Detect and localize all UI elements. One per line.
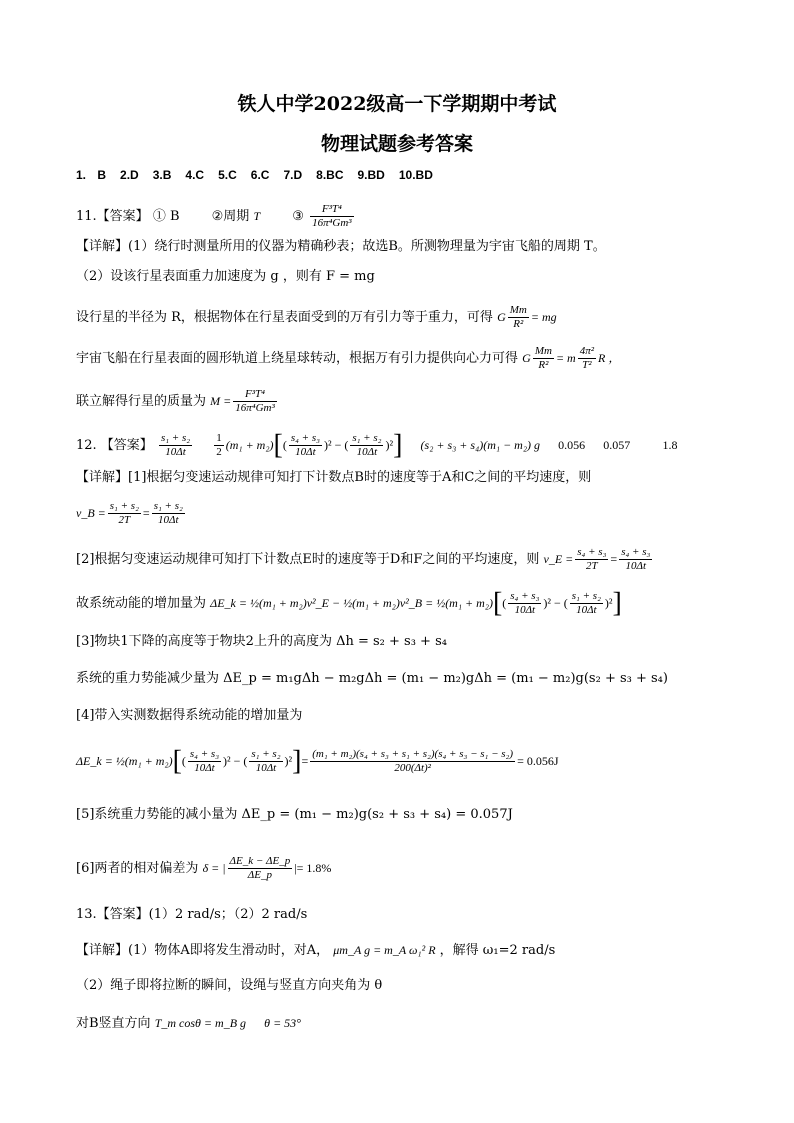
numerator: s₄ + s₃ [189,748,220,760]
q12-detail-2: v_B = $\frac{\text{s₁ + s₂}}{2T}$ = $\frac{\text{s₁ + s₂}}{10\Delta t}$ [76,500,183,526]
q12-detail-3-lhs: v_E = [543,552,574,566]
q12-detail-4-text: 故系统动能的增加量为 [76,596,207,611]
q12-detail-2-lhs: v_B = [76,506,106,520]
numerator: s₁ + s₂ [160,432,191,444]
q12-detail-10-lhs: δ = | [202,861,226,875]
q12-detail-6: 系统的重力势能减少量为 ΔE_p = m₁gΔh − m₂gΔh = (m₁ − m₂)gΔh = (m₁ − m₂)g(s₂ + s₃ + s₄) [76,671,668,686]
numerator: s₁ + s₂ [571,590,601,602]
q11-detail-5-fraction [233,388,277,415]
q12-answer-5: 0.057 [603,438,631,452]
q12-detail-1: 【详解】[1]根据匀变速运动规律可知打下计数点B时的速度等于A和C之间的平均速度，则 [76,470,592,485]
q12-detail-10-rhs: |= 1.8% [294,861,332,875]
denominator: R² [538,359,549,371]
q12-answer-2-prefix: (m₁ + m₂) [225,438,274,452]
page-subtitle: 物理试题参考答案 [320,133,473,155]
numerator: 4π² [579,345,595,357]
q11-detail-4-text: 宇宙飞船在行星表面的圆形轨道上绕星球转动，根据万有引力提供向心力可得 [76,351,519,366]
choice-answer: 2.D [120,168,139,182]
q12-detail-7: [4]带入实测数据得系统动能的增加量为 [76,708,303,723]
q12-detail-8-rhs: = 0.056J [517,754,559,768]
q12-detail-4-fraction-1 [508,590,541,617]
q13-detail-3-text: 对B竖直方向 [76,1016,151,1031]
q11-detail-3-rhs: = mg [530,310,557,324]
q11-detail-5-lhs: M = [210,394,232,408]
q13-detail-3-tail: θ = 53° [264,1016,301,1030]
q12-detail-4: 故系统动能的增加量为 ΔE_k = ½(m₁ + m₂)v²_E − ½(m₁ + m₂)v²_B = ½(m₁ + m₂)[( $\frac{\text{s₄ + s₃}}{10\Delta t}$ )² − ( $\frac{\text{s₁ + s₂}}{10\Delta t}$ )²] [76,587,622,619]
numerator: ΔE_k − ΔE_p [229,855,291,867]
numerator: F³T⁴ [310,203,354,217]
q12-detail-2-fraction-1 [108,500,141,527]
q11-answer-line [76,203,356,230]
q11-detail-5-text: 联立解得行星的质量为 [76,394,207,409]
q12-answer-6: 1.8 [662,438,678,452]
q11-detail-4-fraction-1 [533,345,554,372]
q12-detail-3: [2]根据匀变速运动规律可知打下计数点E时的速度等于D和F之间的平均速度，则 v_E = $\frac{\text{s₄ + s₃}}{2T}$ = $\frac{\text{s₄ + s₃}}{10\Delta t}$ [76,546,651,572]
q13-answer-line: 13.【答案】(1）2 rad/s；（2）2 rad/s [76,907,308,922]
q12-answer-1-fraction [159,432,192,459]
q12-detail-8-lhs: ΔE_k = ½(m₁ + m₂) [76,754,173,768]
choice-answer: 8.BC [316,168,344,182]
q12-detail-8-fraction-1 [188,748,221,775]
choice-answer: 7.D [283,168,303,182]
q12-detail-8: ΔE_k = ½(m₁ + m₂)[( $\frac{\text{s₄ + s₃}}{10\Delta t}$ )² − ( $\frac{\text{s₁ + s₂}}{10\Delta t}$ )²]= $\frac{\text{(m₁ + m₂)(s₄ + s₃ + s₁ + s₂)(s₄ + s₃ − s₁ − s₂)}}{\text{200(Δt)²}}$ = 0.056J [76,745,559,777]
denominator: 200(Δt)² [394,762,431,774]
denominator: 10Δt [158,514,179,526]
choice-answer: 5.C [218,168,237,182]
denominator: 10Δt [295,446,316,458]
q12-detail-10 [76,855,331,882]
q12-detail-4-fraction-2 [570,590,603,617]
denominator: T² [582,359,592,371]
numerator: Mm [509,304,527,316]
q11-detail-2: （2）设该行星表面重力加速度为 g ，则有 F = mg [76,269,375,284]
q11-detail-5 [76,388,279,415]
denominator: 10Δt [356,446,378,458]
q12-answer-2-fraction-2 [350,432,383,459]
page-title: 铁人中学2022级高一下学期期中考试 [237,93,557,115]
numerator: s₁ + s₂ [153,500,183,512]
q11-detail-4-tail: R ， [598,351,621,365]
denominator: 2T [586,560,598,572]
q13-detail-1-text: 【详解】(1）物体A即将发生滑动时，对A， [76,943,330,958]
numerator: s₄ + s₃ [621,546,651,558]
choice-answer: 9.BD [357,168,385,182]
denominator: ΔE_p [247,869,272,881]
denominator: 16π⁴Gm³ [312,217,352,229]
q13-detail-3 [76,1014,301,1033]
numerator: F³T⁴ [233,388,277,402]
q12-detail-3-fraction-2 [619,546,652,573]
numerator: s₄ + s₃ [577,546,607,558]
q11-detail-1: 【详解】(1）绕行时测量所用的仪器为精确秒表；故选B。所测物理量为宇宙飞船的周期 T。 [76,239,606,254]
numerator: s₄ + s₃ [290,432,320,444]
q12-answer-3: (s₂ + s₃ + s₄)(m₁ − m₂) g [420,438,541,452]
q12-detail-5: [3]物块1下降的高度等于物块2上升的高度为 Δh = s₂ + s₃ + s₄ [76,634,447,649]
q11-detail-4: 宇宙飞船在行星表面的圆形轨道上绕星球转动，根据万有引力提供向心力可得 G $\frac{Mm}{\text{R²}}$ = m $\frac{\text{4π²}}{\text{T²}}$ R ， [76,345,621,371]
q12-head: 12. 【答案】 [76,438,153,453]
q12-detail-10-fraction [228,855,293,882]
denominator: 10Δt [576,604,597,616]
q11-detail-3-fraction [508,304,529,331]
q12-answer-line: 12. 【答案】 $\frac{\text{s₁ + s₂}}{10\Delta t}$ $\frac{1}{2}$ (m₁ + m₂)[( $\frac{\text{s₄ + s₃}}{10\Delta t}$ )² − ( $\frac{\text{s₁ + s₂}}{10\Delta t}$ )²] (s₂ + s₃ + s₄)(m₁ − m₂) g 0.056 0.057 1.8 [76,429,678,461]
q11-detail-3-text: 设行星的半径为 R，根据物体在行星表面受到的万有引力等于重力，可得 [76,310,493,325]
choice-answer: B [97,168,107,182]
choice-label: 1. [76,168,87,182]
choice-answer: 10.BD [398,168,433,182]
denominator: 10Δt [514,604,536,616]
q12-answer-2-fraction-1 [289,432,322,459]
denominator: 10Δt [255,762,277,774]
q13-detail-3-eq: T_m cosθ = m_B g [154,1016,247,1030]
q12-detail-9: [5]系统重力势能的减小量为 ΔE_p = (m₁ − m₂)g(s₂ + s₃ + s₄) = 0.057J [76,807,513,822]
q11-detail-4-fraction-2 [578,345,596,372]
q11-answer-1: ① B [152,209,180,224]
choice-answers-row [76,166,433,184]
q12-detail-2-fraction-2 [152,500,185,527]
choice-answer: 3.B [152,168,172,182]
denominator: 2T [118,514,131,526]
q13-detail-1-tail: ，解得 ω₁=2 rad/s [439,943,556,958]
numerator: (m₁ + m₂)(s₄ + s₃ + s₁ + s₂)(s₄ + s₃ − s₁ − s₂) [312,748,514,760]
q12-detail-8-fraction-2 [249,748,282,775]
choice-answer: 6.C [250,168,270,182]
half-fraction: $\frac{1}{2}$ [216,432,222,458]
numerator: s₄ + s₃ [510,590,540,602]
q12-detail-8-fraction-3 [310,748,515,775]
q13-detail-1-eq: μm_A g = m_A ω₁² R [333,943,436,957]
denominator: 10Δt [165,446,186,458]
q11-detail-3: 设行星的半径为 R，根据物体在行星表面受到的万有引力等于重力，可得 G $\frac{Mm}{\text{R²}}$ = mg [76,304,557,330]
q11-answer-3: ③ [292,209,304,224]
denominator: R² [513,318,524,330]
q12-detail-3-text: [2]根据匀变速运动规律可知打下计数点E时的速度等于D和F之间的平均速度，则 [76,552,540,567]
q11-answer-3-fraction [310,203,354,230]
numerator: Mm [534,345,552,357]
denominator: 10Δt [625,560,647,572]
q11-detail-4-mid: = m [555,351,576,365]
numerator: s₁ + s₂ [251,748,281,760]
choice-answer-list [89,168,433,182]
q11-answer-2: ②周期 [211,209,250,224]
numerator: s₁ + s₂ [352,432,382,444]
numerator: s₁ + s₂ [109,500,139,512]
q11-answer-2-var: T [253,209,261,223]
choice-answer: 4.C [185,168,205,182]
q12-detail-3-fraction-1 [575,546,608,573]
q12-detail-4-expr: ΔE_k = ½(m₁ + m₂)v²_E − ½(m₁ + m₂)v²_B = ½(m₁ + m₂) [210,596,493,610]
denominator: 16π⁴Gm³ [235,402,275,414]
q13-detail-1 [76,941,555,960]
q12-detail-10-text: [6]两者的相对偏差为 [76,861,199,876]
q11-head: 11.【答案】 [76,209,149,224]
q13-detail-2: （2）绳子即将拉断的瞬间，设绳与竖直方向夹角为 θ [76,978,383,993]
q12-answer-4: 0.056 [558,438,586,452]
denominator: 10Δt [194,762,215,774]
